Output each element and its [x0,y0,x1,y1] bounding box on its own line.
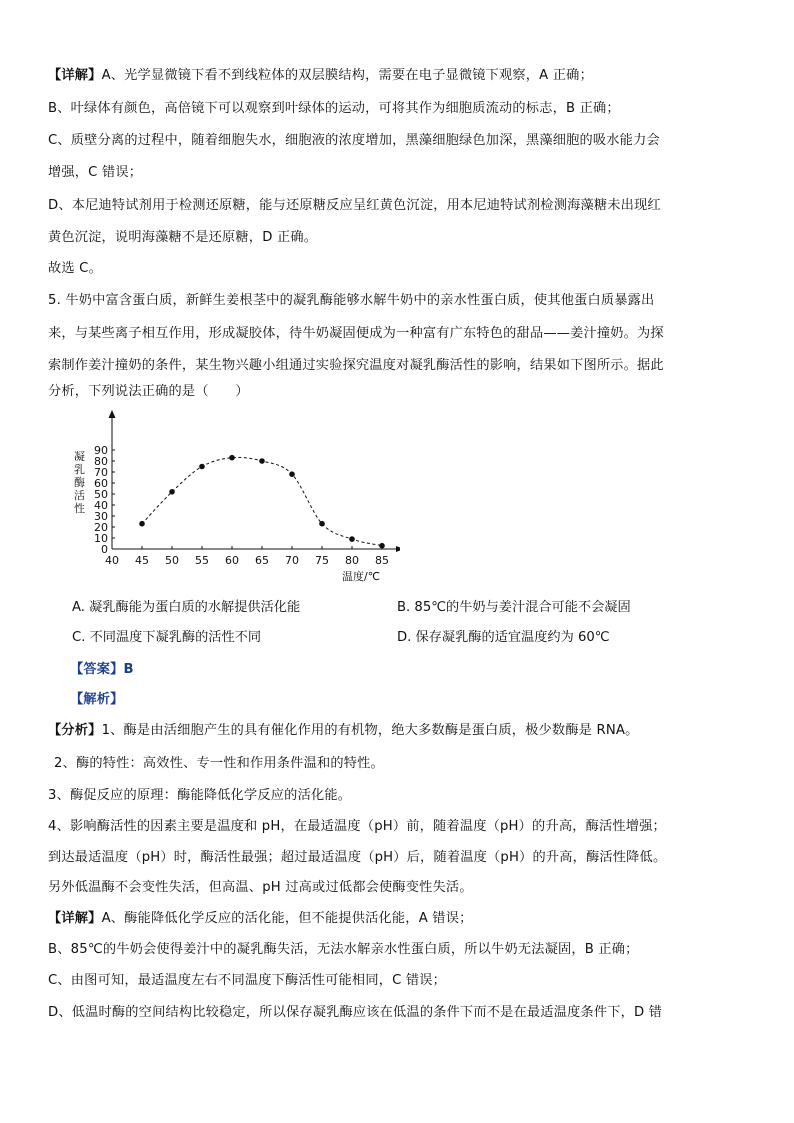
detail2-c: C、由图可知，最适温度左右不同温度下酶活性可能相同，C 错误； [48,973,447,988]
x-tick-label: 55 [195,554,209,567]
detail-tag: 【详解】 [48,68,102,83]
x-tick-label: 80 [345,554,359,567]
detail2-a-text: A、酶能降低化学反应的活化能，但不能提供活化能，A 错误； [101,911,473,926]
y-tick-label: 40 [94,499,108,512]
option-c: C. 不同温度下凝乳酶的活性不同 [72,630,262,645]
y-tick-label: 0 [101,543,108,556]
analysis-4-line1: 4、影响酶活性的因素主要是温度和 pH，在最适温度（pH）前，随着温度（pH）的升高，酶活性增强； [48,819,666,834]
detail-a [48,66,593,86]
analysis-1-text: 1、酶是由活细胞产生的具有催化作用的有机物，绝大多数酶是蛋白质，极少数酶是 RNA。 [101,723,639,738]
y-tick-label: 50 [94,488,108,501]
y-tick-label: 70 [94,466,108,479]
analysis-4-line3: 另外低温酶不会变性失活，但高温、pH 过高或过低都会使酶变性失活。 [48,880,473,895]
answer: 【答案】B [70,662,134,677]
analysis-2: 2、酶的特性：高效性、专一性和作用条件温和的特性。 [54,756,384,771]
data-point [199,464,205,470]
detail-d-line1: D、本尼迪特试剂用于检测还原糖，能与还原糖反应呈红黄色沉淀，用本尼迪特试剂检测海藻糖未出现红 [48,198,661,213]
analysis-tag: 【分析】 [48,723,102,738]
data-point [229,455,235,461]
option-b: B. 85℃的牛奶与姜汁混合可能不会凝固 [397,600,631,615]
data-point [379,543,385,549]
data-point [349,536,355,542]
detail2-tag: 【详解】 [48,911,102,926]
detail-c-line2: 增强，C 错误； [48,165,143,180]
option-d: D. 保存凝乳酶的适宜温度约为 60℃ [397,630,610,645]
enzyme-activity-chart [70,408,400,590]
detail-a-text: A、光学显微镜下看不到线粒体的双层膜结构，需要在电子显微镜下观察，A 正确； [101,68,593,83]
x-tick-label: 45 [135,554,149,567]
x-axis-label: 温度/℃ [342,570,381,583]
x-tick-label: 40 [105,554,119,567]
x-tick-label: 85 [375,554,389,567]
data-point [169,489,175,495]
conclusion: 故选 C。 [48,261,102,276]
y-tick-label: 80 [94,455,108,468]
data-points [139,455,385,549]
detail2-b: B、85℃的牛奶会使得姜汁中的凝乳酶失活，无法水解亲水性蛋白质，所以牛奶无法凝固，B 正确； [48,942,639,957]
analysis-4-line2: 到达最适温度（pH）时，酶活性最强；超过最适温度（pH）后，随着温度（pH）的升高，酶活性降低。 [48,850,667,865]
detail2-a [48,909,472,929]
data-point [259,458,265,464]
x-tick-label: 60 [225,554,239,567]
analysis-heading: 【解析】 [70,692,124,707]
x-axis-arrow [396,546,400,552]
question-5-line2: 来，与某些离子相互作用，形成凝胶体，待牛奶凝固便成为一种富有广东特色的甜品——姜汁撞奶。为探 [48,326,664,341]
y-tick-label: 90 [94,444,108,457]
analysis-1 [48,721,639,741]
trend-curve [142,457,382,545]
option-a: A. 凝乳酶能为蛋白质的水解提供活化能 [72,600,301,615]
question-5-line3: 索制作姜汁撞奶的条件，某生物兴趣小组通过实验探究温度对凝乳酶活性的影响，结果如下图所示。据此 [48,358,664,373]
detail2-d: D、低温时酶的空间结构比较稳定，所以保存凝乳酶应该在低温的条件下而不是在最适温度条件下，D 错 [48,1005,663,1020]
data-point [319,521,325,527]
y-tick-label: 60 [94,477,108,490]
detail-b: B、叶绿体有颜色，高倍镜下可以观察到叶绿体的运动，可将其作为细胞质流动的标志，B 正确； [48,101,620,116]
y-tick-label: 20 [94,521,108,534]
x-tick-labels [105,554,389,567]
x-tick-label: 65 [255,554,269,567]
data-point [139,521,145,527]
y-axis-arrow [109,410,116,418]
y-tick-label: 10 [94,532,108,545]
x-tick-label: 75 [315,554,329,567]
y-axis-label: 凝乳酶活性 [74,450,85,515]
y-tick-labels [94,444,108,556]
detail-c-line1: C、质壁分离的过程中，随着细胞失水，细胞液的浓度增加，黑藻细胞绿色加深，黑藻细胞的吸水能力会 [48,133,660,148]
question-5-line4: 分析，下列说法正确的是（ ） [48,384,249,399]
x-tick-label: 70 [285,554,299,567]
x-tick-label: 50 [165,554,179,567]
chart-axes [109,410,401,552]
data-point [289,471,295,477]
detail-d-line2: 黄色沉淀，说明海藻糖不是还原糖，D 正确。 [48,230,318,245]
analysis-3: 3、酶促反应的原理：酶能降低化学反应的活化能。 [48,788,352,803]
question-5-line1: 5. 牛奶中富含蛋白质，新鲜生姜根茎中的凝乳酶能够水解牛奶中的亲水性蛋白质，使其他蛋白质暴露出 [48,293,655,308]
y-tick-label: 30 [94,510,108,523]
